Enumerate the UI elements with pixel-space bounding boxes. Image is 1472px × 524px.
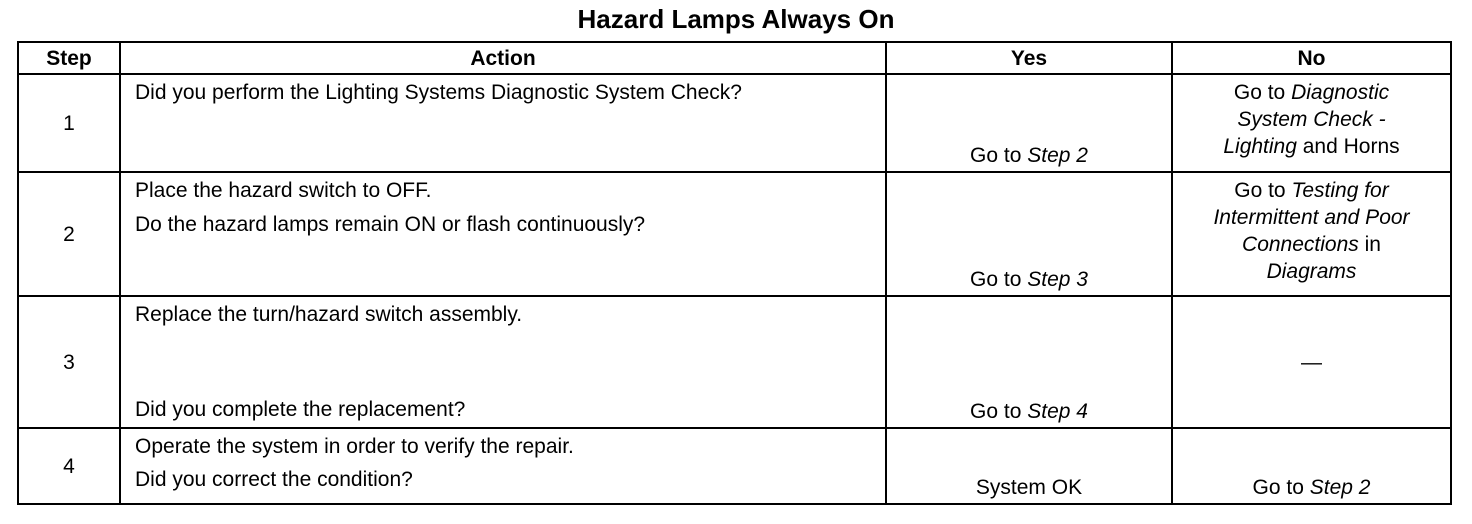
header-step: Step	[18, 42, 120, 74]
header-no: No	[1172, 42, 1451, 74]
no-text: and Horns	[1296, 135, 1400, 158]
yes-cell	[886, 428, 1172, 504]
no-link: Diagnostic	[1291, 81, 1390, 104]
action-cell	[120, 172, 886, 296]
yes-text: Go to	[970, 144, 1028, 167]
header-yes: Yes	[886, 42, 1172, 74]
yes-cell	[886, 296, 1172, 428]
no-cell	[1172, 428, 1451, 504]
yes-step-link: Step 2	[1027, 144, 1088, 167]
no-text: Go to	[1252, 476, 1310, 499]
no-text: in	[1358, 233, 1381, 256]
header-action: Action	[120, 42, 886, 74]
no-link: Step 2	[1309, 476, 1371, 499]
step-number: 3	[18, 296, 120, 428]
yes-cell	[886, 172, 1172, 296]
no-cell	[1172, 74, 1451, 172]
yes-cell	[886, 74, 1172, 172]
action-question: Did you complete the replacement?	[135, 398, 466, 421]
no-text: Go to	[1234, 179, 1292, 202]
no-link: Diagrams	[1266, 260, 1357, 283]
no-link: System Check -	[1237, 108, 1386, 131]
diagnostic-table	[17, 41, 1452, 505]
yes-step-link: Step 3	[1027, 268, 1088, 291]
table-header-row	[18, 42, 1451, 74]
yes-step-link: Step 4	[1027, 400, 1088, 423]
no-link: Intermittent and Poor	[1213, 206, 1410, 229]
action-text: Place the hazard switch to OFF.	[135, 179, 432, 202]
no-text: Go to	[1233, 81, 1292, 104]
table-row	[18, 172, 1451, 296]
table-row	[18, 74, 1451, 172]
no-link: Testing for	[1291, 179, 1389, 202]
action-cell	[120, 296, 886, 428]
yes-text: Go to	[970, 400, 1028, 423]
table-row	[18, 428, 1451, 504]
action-question: Do the hazard lamps remain ON or flash continuously?	[135, 213, 646, 236]
step-number: 2	[18, 172, 120, 296]
yes-text: System OK	[975, 476, 1083, 499]
page-title: Hazard Lamps Always On	[577, 4, 895, 34]
step-number: 4	[18, 428, 120, 504]
action-cell	[120, 428, 886, 504]
action-text: Did you perform the Lighting Systems Diagnostic System Check?	[135, 81, 742, 104]
action-question: Did you correct the condition?	[135, 468, 413, 491]
no-link: Lighting	[1223, 135, 1297, 158]
action-text: Operate the system in order to verify the repair.	[135, 435, 574, 458]
action-text: Replace the turn/hazard switch assembly.	[135, 303, 523, 326]
no-cell	[1172, 172, 1451, 296]
table-row	[18, 296, 1451, 428]
no-cell	[1172, 296, 1451, 428]
step-number: 1	[18, 74, 120, 172]
no-link: Connections	[1242, 233, 1359, 256]
yes-text: Go to	[970, 268, 1028, 291]
action-cell	[120, 74, 886, 172]
no-dash: —	[1301, 350, 1322, 374]
